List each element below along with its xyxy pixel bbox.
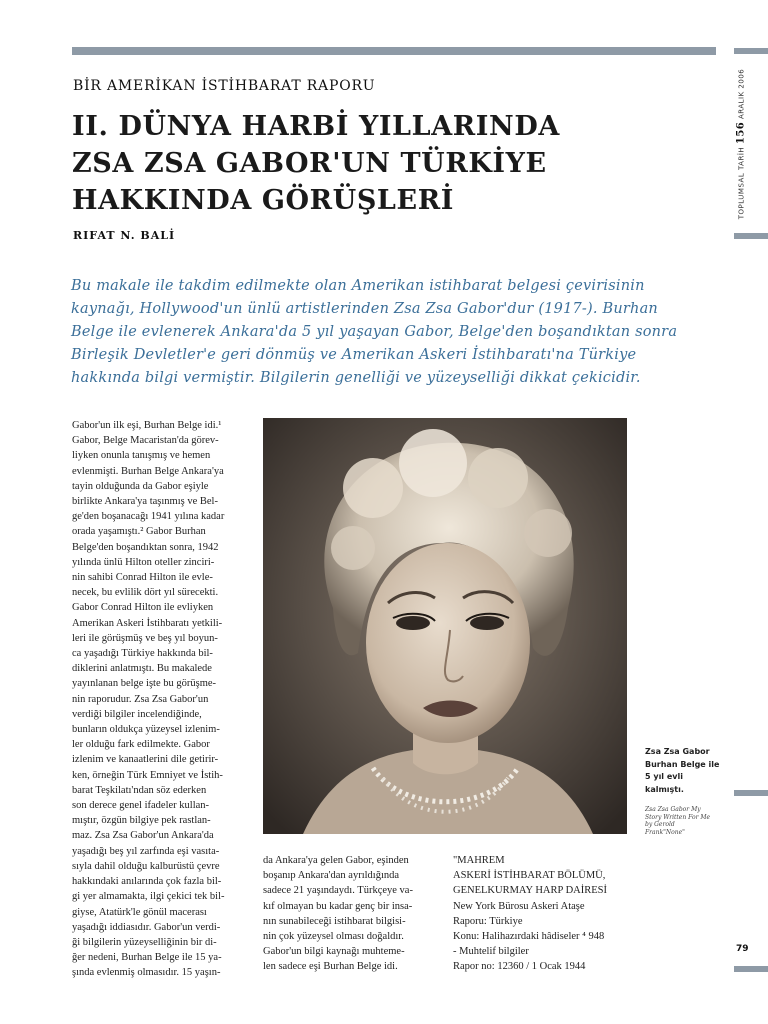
article-kicker: BİR AMERİKAN İSTİHBARAT RAPORU — [73, 78, 376, 94]
text-line: GENELKURMAY HARP DAİRESİ — [453, 885, 608, 897]
text-line: Gabor, Belge Macaristan'da görev- — [72, 435, 219, 447]
lede-line: hakkında bilgi vermiştir. Bilgilerin genelliği ve yüzeyselliği dikkat çekicidir. — [71, 370, 641, 386]
title-line: II. DÜNYA HARBİ YILLARINDA — [72, 111, 560, 142]
text-line: gi yer almamakta, ilgi çekici tek bil- — [72, 891, 225, 903]
text-line: "MAHREM — [453, 855, 505, 866]
text-line: yayınlanan belge işte bu görüşme- — [72, 678, 217, 690]
text-line: sıyla dahil olduğu kalburüstü çevre — [72, 860, 220, 872]
credit-line: Frank"None" — [645, 828, 685, 836]
text-line: Belge'den boşandıktan sonra, 1942 — [72, 541, 219, 553]
article-title — [72, 108, 672, 219]
caption-line: kalmıştı. — [645, 784, 684, 794]
text-line: len sadece eşi Burhan Belge idi. — [263, 961, 398, 973]
text-line: mıştır, özgün bilgiye pek rastlan- — [72, 815, 211, 827]
text-line: da Ankara'ya gelen Gabor, eşinden — [263, 855, 409, 866]
text-line: yaşadığı beş yıl zarfında eşi vasıta- — [72, 845, 220, 857]
running-head — [733, 64, 749, 224]
text-line: bunların oldukça yüzeysel izlenim- — [72, 724, 220, 736]
text-line: Konu: Halihazırdaki hâdiseler ⁴ 948 — [453, 931, 605, 943]
text-line: leri ile görüşmüş ve beş yıl boyun- — [72, 632, 218, 644]
photo-credit — [645, 806, 737, 836]
text-line: New York Bürosu Askeri Ataşe — [453, 900, 585, 912]
credit-line: by Gerold — [645, 821, 675, 828]
text-line: sadece 21 yaşındaydı. Türkçeye va- — [263, 885, 413, 897]
body-column-2 — [263, 853, 441, 975]
article-lede — [71, 275, 721, 390]
credit-line: Zsa Zsa Gabor My — [645, 806, 701, 813]
caption-line: Zsa Zsa Gabor — [645, 747, 710, 756]
text-line: hakkındaki anılarında çok fazla bil- — [72, 876, 222, 888]
text-line: ASKERİ İSTİHBARAT BÖLÜMÜ, — [453, 870, 606, 882]
text-line: ler olduğu fark edilmekte. Gabor — [72, 739, 210, 751]
text-line: nin çok yüzeysel olması doğaldır. — [263, 931, 404, 943]
text-line: evlenmişti. Burhan Belge Ankara'ya — [72, 465, 224, 477]
lede-line: Belge ile evlenerek Ankara'da 5 yıl yaşayan Gabor, Belge'den boşandıktan sonra — [71, 324, 678, 340]
text-line: kıf olmayan bu kadar genç bir insa- — [263, 900, 413, 912]
text-line: ken, örneğin Türk Emniyet ve İstih- — [72, 769, 223, 781]
lede-line: Birleşik Devletler'e geri dönmüş ve Amerikan Askeri İstihbaratı'na Türkiye — [71, 347, 637, 363]
text-line: liyken onunla tanışmış ve hemen — [72, 450, 211, 462]
title-line: HAKKINDA GÖRÜŞLERİ — [72, 185, 454, 216]
text-line: birlikte Ankara'ya taşınmış ve Bel- — [72, 496, 218, 508]
side-tick-bottom — [734, 966, 768, 972]
text-line: nın sunabileceği istihbarat bilgisi- — [263, 915, 406, 927]
lede-line: Bu makale ile takdim edilmekte olan Amerikan istihbarat belgesi çevirisinin — [71, 278, 645, 294]
page-number: 79 — [736, 944, 749, 954]
title-line: ZSA ZSA GABOR'UN TÜRKİYE — [72, 148, 547, 179]
lede-line: kaynağı, Hollywood'un ünlü artistlerinden Zsa Zsa Gabor'dur (1917-). Burhan — [71, 301, 658, 317]
text-line: verdiği bilgiler incelendiğinde, — [72, 708, 202, 720]
text-line: yılında ünlü Hilton oteller zinciri- — [72, 556, 215, 568]
text-line: Raporu: Türkiye — [453, 915, 523, 927]
text-line: necek, bu evlilik dört yıl sürecekti. — [72, 587, 219, 599]
text-line: diklerini anlatmıştı. Bu makalede — [72, 663, 212, 675]
side-tick-top — [734, 48, 768, 54]
text-line: ğer nedeni, Burhan Belge ile 15 ya- — [72, 952, 222, 964]
photo-caption — [645, 746, 737, 796]
top-rule — [72, 47, 716, 55]
text-line: şında evlenmiş olmasıdır. 15 yaşın- — [72, 967, 221, 979]
text-line: son derece genel ifadeler kullan- — [72, 800, 210, 812]
text-line: giyse, Atatürk'le gönül macerası — [72, 906, 207, 918]
caption-line: 5 yıl evli — [645, 772, 683, 781]
text-line: boşanıp Ankara'dan ayrıldığında — [263, 870, 400, 882]
text-line: izlenim ve kanaatlerini dile getirir- — [72, 754, 219, 766]
text-line: - Muhtelif bilgiler — [453, 946, 529, 958]
credit-line: Story Written For Me — [645, 813, 711, 821]
text-line: ca yaşadığı Türkiye hakkında bil- — [72, 648, 213, 660]
issue-date: ARALIK 2006 — [737, 68, 746, 119]
text-line: ge'den boşanacağı 1941 yılına kadar — [72, 511, 225, 523]
report-header-column — [453, 853, 643, 975]
text-line: Gabor Conrad Hilton ile evliyken — [72, 602, 214, 614]
text-line: ği bilgilerin yüzeyselliğinin bir di- — [72, 936, 217, 948]
text-line: Gabor'un bilgi kaynağı muhteme- — [263, 946, 405, 958]
text-line: orada yaşamıştı.² Gabor Burhan — [72, 526, 206, 538]
journal-name: TOPLUMSAL TARİH — [737, 146, 746, 220]
side-tick-mid — [734, 233, 768, 239]
text-line: Amerikan Askeri İstihbaratı yetkili- — [72, 617, 223, 629]
text-line: tayin olduğunda da Gabor eşiyle — [72, 480, 209, 492]
article-author: RIFAT N. BALİ — [73, 229, 176, 242]
side-tick-caption — [734, 790, 768, 796]
issue-number: 156 — [735, 121, 747, 145]
text-line: nin raporudur. Zsa Zsa Gabor'un — [72, 693, 209, 705]
text-line: yaşadığı iddiasıdır. Gabor'un verdi- — [72, 921, 221, 933]
text-line: Gabor'un ilk eşi, Burhan Belge idi.¹ — [72, 420, 222, 431]
body-column-1 — [72, 418, 248, 981]
text-line: Rapor no: 12360 / 1 Ocak 1944 — [453, 961, 586, 973]
caption-line: Burhan Belge ile — [645, 759, 720, 769]
text-line: barat Teşkilatı'ndan söz ederken — [72, 784, 207, 796]
text-line: maz. Zsa Zsa Gabor'un Ankara'da — [72, 830, 214, 842]
text-line: nin sahibi Conrad Hilton ile evle- — [72, 572, 213, 584]
portrait-photo — [263, 418, 627, 834]
